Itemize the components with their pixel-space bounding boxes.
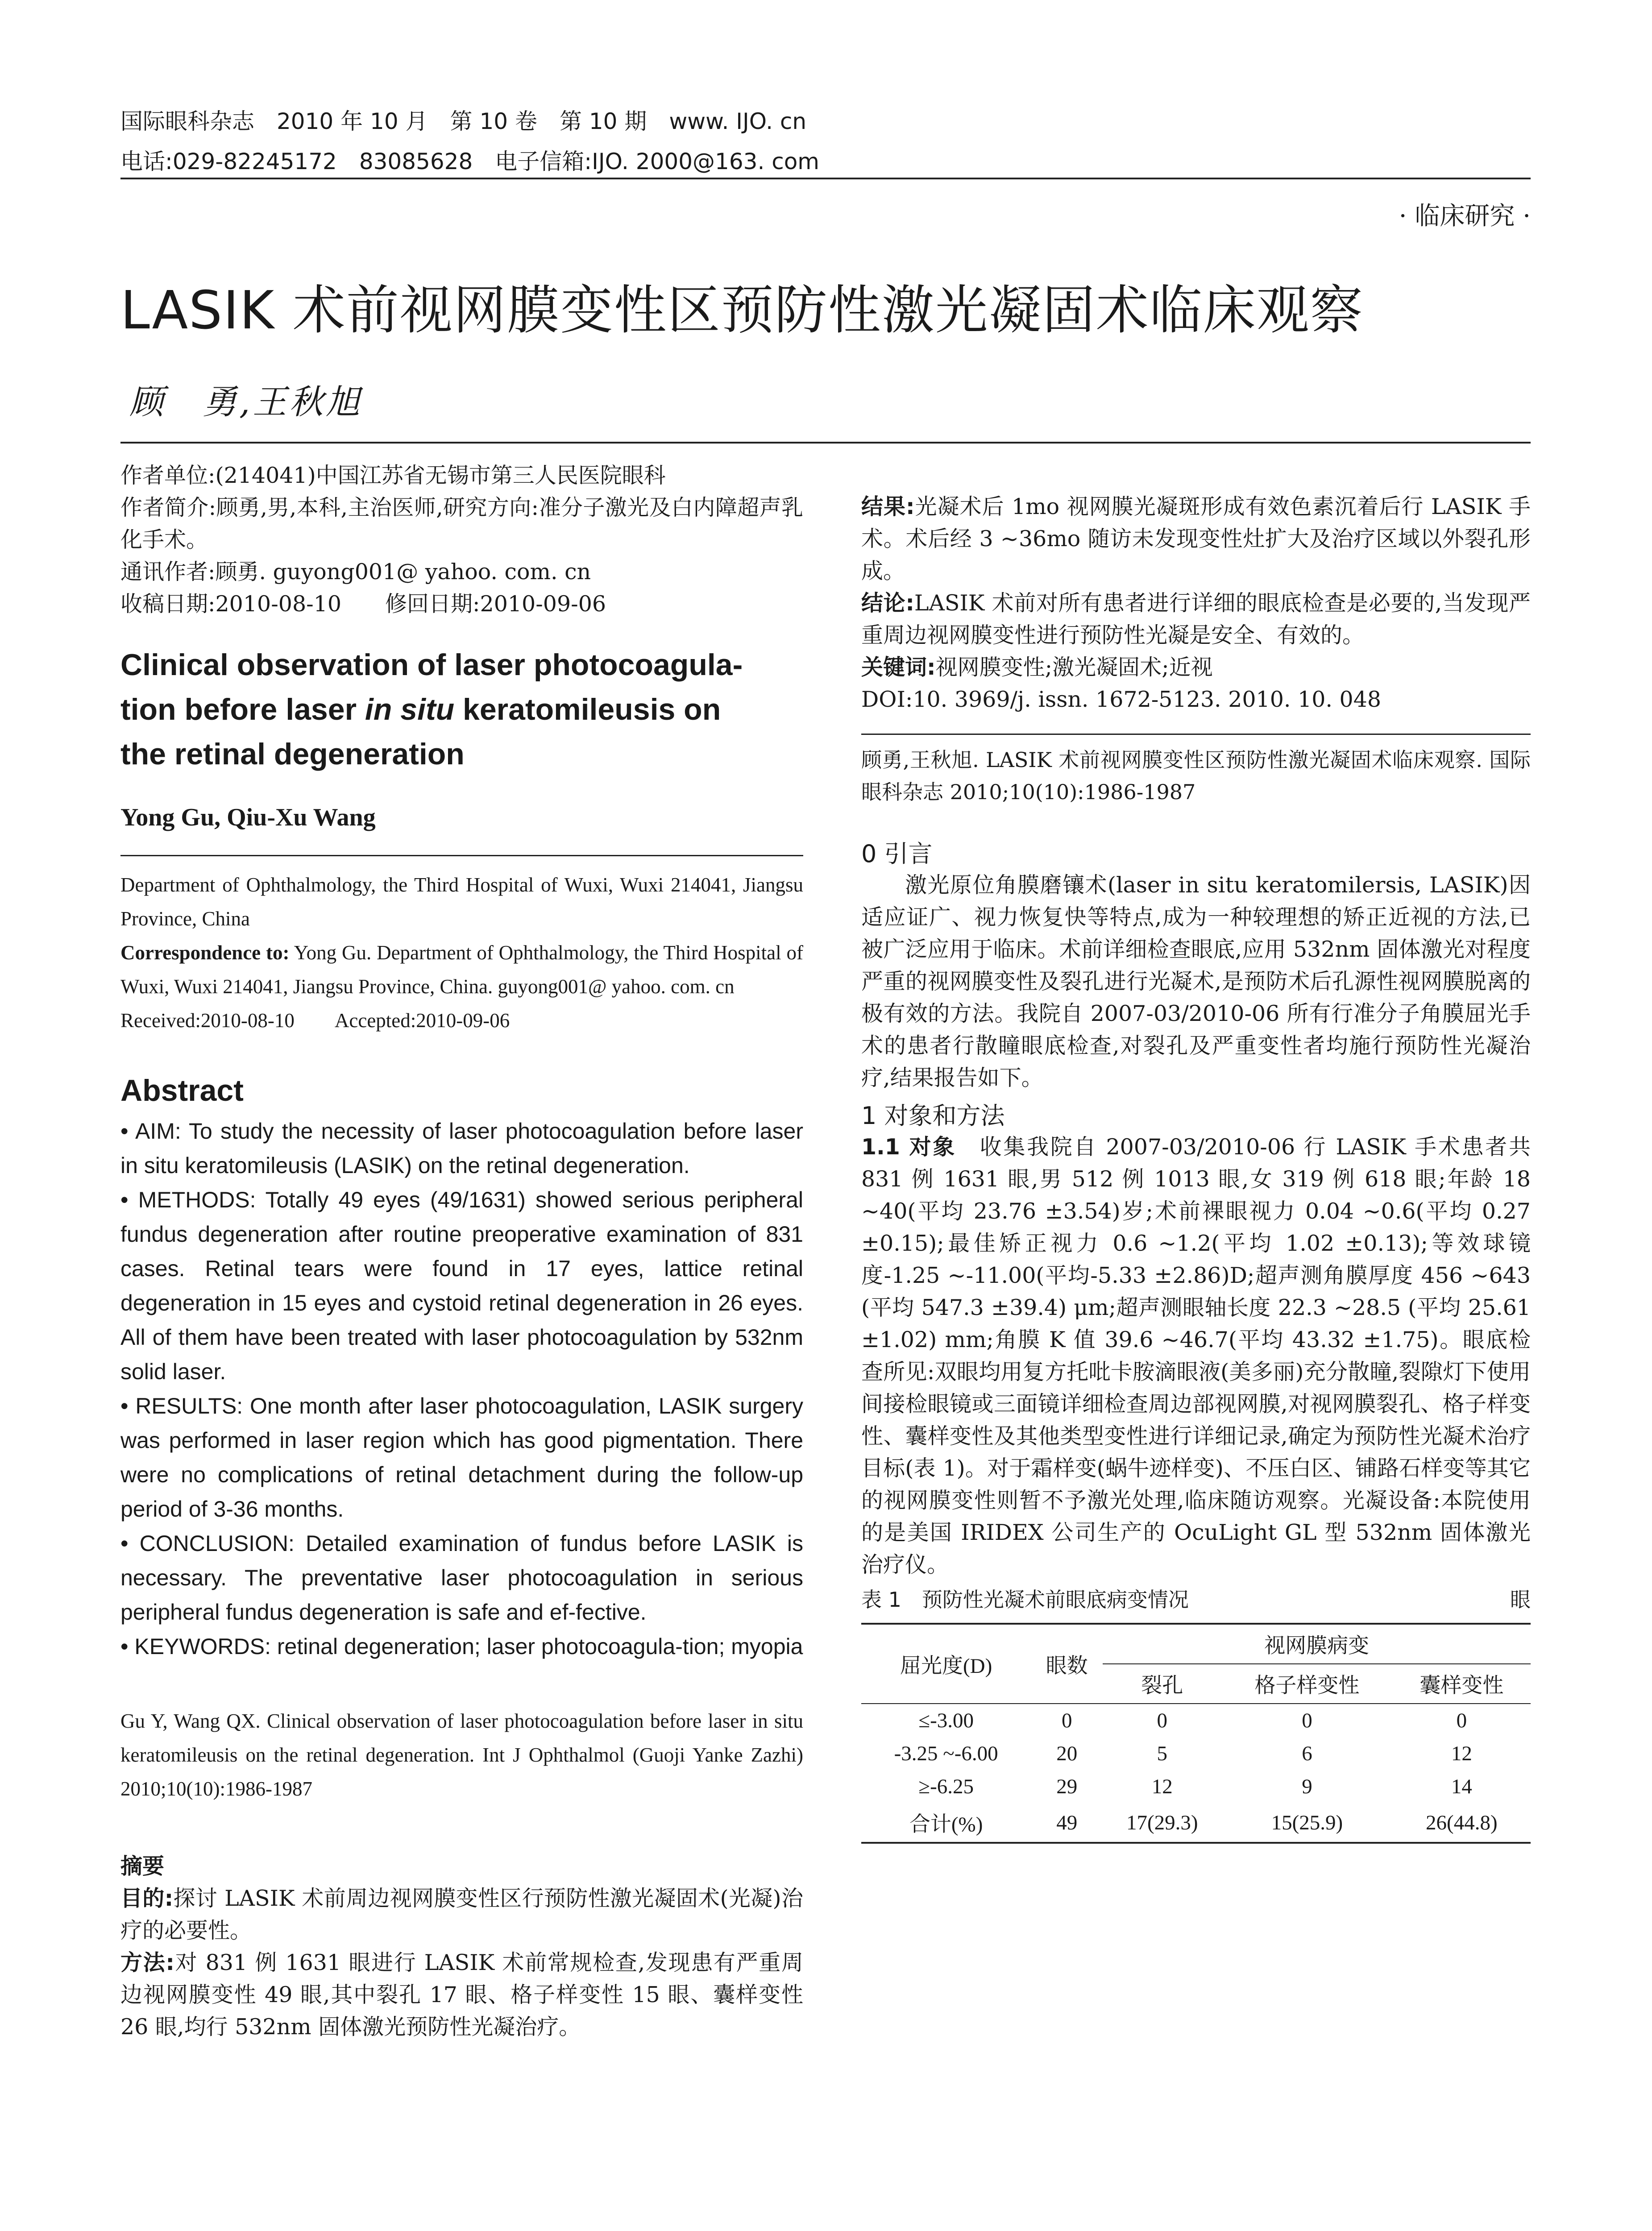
table-cell: ≥-6.25 bbox=[918, 1775, 974, 1798]
table-cell: 0 bbox=[1393, 1704, 1531, 1737]
journal-header-line2: 电话:029-82245172 83085628 电子信箱:IJO. 2000@163. com bbox=[120, 149, 820, 174]
table-cell: 12 bbox=[1451, 1742, 1472, 1765]
cn-abstract-purpose: 目的:探讨 LASIK 术前周边视网膜变性区行预防性激光凝固术(光凝)治疗的必要性。 bbox=[120, 1886, 803, 1943]
cn-info-correspondence: 通讯作者:顾勇. guyong001@ yahoo. com. cn bbox=[120, 559, 591, 585]
cn-citation: 顾勇,王秋旭. LASIK 术前视网膜变性区预防性激光凝固术临床观察. 国际眼科杂志 2010;10(10):1986-1987 bbox=[861, 748, 1531, 804]
english-authors-rule bbox=[120, 855, 803, 856]
th-retinal-lesions: 视网膜病变 bbox=[1103, 1624, 1531, 1664]
right-column bbox=[861, 455, 1531, 1844]
abstract-keywords: • KEYWORDS: retinal degeneration; laser photocoagula-tion; myopia bbox=[120, 1634, 803, 1659]
cn-info-dates: 收稿日期:2010-08-10 修回日期:2010-09-06 bbox=[120, 591, 606, 617]
table-cell: 0 bbox=[1103, 1704, 1221, 1737]
intro-heading: 0 引言 bbox=[861, 840, 933, 868]
english-title: Clinical observation of laser photocoagula- tion before laser in situ keratomileusis on the retinal degeneration bbox=[120, 648, 743, 771]
abstract-aim: • AIM: To study the necessity of laser photocoagulation before laser in situ keratomileusis (LASIK) on the retinal degeneration. bbox=[120, 1119, 803, 1178]
table-row bbox=[861, 1770, 1531, 1803]
page-title: LASIK 术前视网膜变性区预防性激光凝固术临床观察 bbox=[120, 279, 1364, 341]
table-cell: 49 bbox=[1031, 1803, 1103, 1843]
table-row bbox=[861, 1704, 1531, 1737]
cn-info-affiliation: 作者单位:(214041)中国江苏省无锡市第三人民医院眼科 bbox=[120, 463, 666, 488]
cn-abstract-method: 方法:对 831 例 1631 眼进行 LASIK 术前常规检查,发现患有严重周边视网膜变性 49 眼,其中裂孔 17 眼、格子样变性 15 眼、囊样变性 26 眼,均行 532nm 固体激光预防性光凝治疗。 bbox=[120, 1950, 803, 2040]
english-affiliation: Department of Ophthalmology, the Third Hospital of Wuxi, Wuxi 214041, Jiangsu Province, China bbox=[120, 874, 803, 930]
table-cell: 20 bbox=[1056, 1742, 1078, 1765]
table-cell: 15(25.9) bbox=[1221, 1803, 1392, 1843]
abstract-conclusion: • CONCLUSION: Detailed examination of fundus before LASIK is necessary. The preventative laser photocoagulation in serious peripheral fundus degeneration is safe and ef-fective. bbox=[120, 1531, 803, 1625]
abstract-methods: • METHODS: Totally 49 eyes (49/1631) showed serious peripheral fundus degeneration after routine preoperative examination of 831 cases. Retinal tears were found in 17 eyes, lattice retinal degeneration in 15 eyes and cystoid retinal degeneration in 26 eyes. All of them have been treated with laser photocoagulation by 532nm solid laser. bbox=[120, 1187, 803, 1384]
table-cell: 14 bbox=[1451, 1775, 1472, 1798]
cn-abstract-result: 结果:光凝术后 1mo 视网膜光凝斑形成有效色素沉着后行 LASIK 手术。术后经 3 ~36mo 随访未发现变性灶扩大及治疗区域以外裂孔形成。 bbox=[861, 494, 1531, 584]
cn-abstract-conclusion: 结论:LASIK 术前对所有患者进行详细的眼底检查是必要的,当发现严重周边视网膜变性进行预防性光凝是安全、有效的。 bbox=[861, 590, 1531, 648]
th-cystoid: 囊样变性 bbox=[1393, 1664, 1531, 1704]
left-column bbox=[120, 455, 803, 2043]
table-cell: 0 bbox=[1031, 1704, 1103, 1737]
table-1 bbox=[861, 1584, 1531, 1844]
authors-rule bbox=[120, 442, 1531, 444]
th-eyes: 眼数 bbox=[1031, 1624, 1103, 1704]
english-authors: Yong Gu, Qiu-Xu Wang bbox=[120, 804, 376, 831]
table-cell: 9 bbox=[1302, 1775, 1312, 1798]
methods-subjects: 1.1 对象 收集我院自 2007-03/2010-06 行 LASIK 手术患者共 831 例 1631 眼,男 512 例 1013 眼,女 319 例 618 眼;年龄 18 ~40(平均 23.76 ±3.54)岁;术前裸眼视力 0.04 ~0.6(平均 0.27 ±0.15);最佳矫正视力 0.6 ~1.2(平均 1.02 ±0.13);等效球镜度-1.25 ~-11.00(平均-5.33 ±2.86)D;超声测角膜厚度 456 ~643 (平均 547.3 ±39.4) μm;超声测眼轴长度 22.3 ~28.5 (平均 25.61 ±1.02) mm;角膜 K 值 39.6 ~46.7(平均 43.32 ±1.75)。眼底检查所见:双眼均用复方托吡卡胺滴眼液(美多丽)充分散瞳,裂隙灯下使用间接检眼镜或三面镜详细检查周边部视网膜,对视网膜裂孔、格子样变性、囊样变性及其他类型变性进行详细记录,确定为预防性光凝术治疗目标(表 1)。对于霜样变(蜗牛迹样变)、不压白区、铺路石样变等其它的视网膜变性则暂不予激光处理,临床随访观察。光凝设备:本院使用的是美国 IRIDEX 公司生产的 OcuLight GL 型 532nm 固体激光治疗仪。 bbox=[861, 1134, 1531, 1577]
doi: DOI:10. 3969/j. issn. 1672-5123. 2010. 10. 048 bbox=[861, 687, 1382, 712]
th-tears: 裂孔 bbox=[1103, 1664, 1221, 1704]
authors: 顾 勇,王秋旭 bbox=[129, 382, 363, 422]
table-cell: 6 bbox=[1302, 1742, 1312, 1765]
abstract-results: • RESULTS: One month after laser photocoagulation, LASIK surgery was performed in laser region which has good pigmentation. There were no complications of retinal detachment during the follow-up period of 3-36 months. bbox=[120, 1393, 803, 1522]
section-tag: · 临床研究 · bbox=[1399, 202, 1531, 231]
citation-rule bbox=[861, 734, 1531, 735]
abstract-heading: Abstract bbox=[120, 1074, 244, 1107]
journal-header-line1: 国际眼科杂志 2010 年 10 月 第 10 卷 第 10 期 www. IJO. cn bbox=[120, 108, 807, 134]
th-lattice: 格子样变性 bbox=[1221, 1664, 1392, 1704]
table-cell: 17(29.3) bbox=[1103, 1803, 1221, 1843]
table-row bbox=[861, 1737, 1531, 1770]
methods-heading: 1 对象和方法 bbox=[861, 1102, 1005, 1130]
cn-abstract-keywords: 关键词:视网膜变性;激光凝固术;近视 bbox=[861, 655, 1213, 680]
table-cell: 12 bbox=[1151, 1775, 1173, 1798]
cn-info-block bbox=[120, 460, 803, 620]
table-row bbox=[861, 1803, 1531, 1843]
english-dates: Received:2010-08-10 Accepted:2010-09-06 bbox=[120, 1009, 510, 1032]
table-cell: 0 bbox=[1221, 1704, 1392, 1737]
fundus-lesion-table bbox=[861, 1623, 1531, 1844]
header-rule bbox=[120, 178, 1531, 179]
th-refraction: 屈光度(D) bbox=[861, 1624, 1031, 1704]
table-cell: -3.25 ~-6.00 bbox=[894, 1742, 998, 1765]
table-cell: 29 bbox=[1056, 1775, 1078, 1798]
english-citation: Gu Y, Wang QX. Clinical observation of laser photocoagulation before laser in situ keratomileusis on the retinal degeneration. Int J Ophthalmol (Guoji Yanke Zazhi) 2010;10(10):1986-1987 bbox=[120, 1710, 803, 1800]
intro-text: 激光原位角膜磨镶术(laser in situ keratomilersis, LASIK)因适应证广、视力恢复快等特点,成为一种较理想的矫正近视的方法,已被广泛应用于临床。术前详细检查眼底,应用 532nm 固体激光对程度严重的视网膜变性及裂孔进行光凝术,是预防术后孔源性视网膜脱离的极有效的方法。我院自 2007-03/2010-06 所有行准分子角膜屈光手术的患者行散瞳眼底检查,对裂孔及严重变性者均施行预防性光凝治疗,结果报告如下。 bbox=[861, 872, 1531, 1091]
table-cell: 5 bbox=[1157, 1742, 1167, 1765]
english-correspondence: Correspondence to: Yong Gu. Department of Ophthalmology, the Third Hospital of Wuxi, Wuxi 214041, Jiangsu Province, China. guyong001@ yahoo. com. cn bbox=[120, 941, 803, 998]
table-cell: 26(44.8) bbox=[1393, 1803, 1531, 1843]
table-cell: ≤-3.00 bbox=[861, 1704, 1031, 1737]
cn-info-bio: 作者简介:顾勇,男,本科,主治医师,研究方向:准分子激光及白内障超声乳化手术。 bbox=[120, 495, 803, 552]
cn-abstract-heading: 摘要 bbox=[120, 1854, 165, 1879]
table-cell: 合计(%) bbox=[861, 1803, 1031, 1843]
table-caption: 表 1 预防性光凝术前眼底病变情况 眼 bbox=[861, 1588, 1531, 1612]
